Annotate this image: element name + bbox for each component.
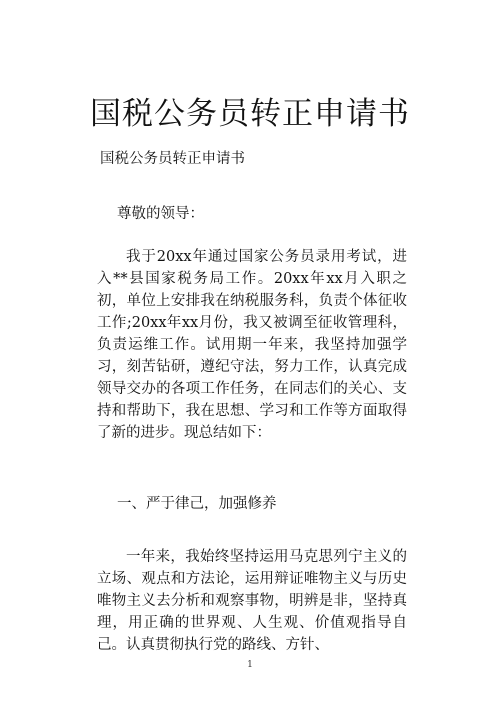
- paragraph-section-1: 一年来，我始终坚持运用马克思列宁主义的立场、观点和方法论，运用辩证唯物主义与历史唯物主义去分析和观察事物，明辨是非，坚持真理，用正确的世界观、人生观、价值观指导自己。认真贯彻执行党的路线、方针、: [97, 549, 407, 653]
- document-subtitle: 国税公务员转正申请书: [100, 151, 245, 167]
- document-title: 国税公务员转正申请书: [90, 96, 410, 132]
- section-heading: 一、严于律己，加强修养: [117, 496, 277, 512]
- paragraph-intro: 我于20xx年通过国家公务员录用考试，进入**县国家税务局工作。20xx年xx月入职之初，单位上安排我在纳税服务科，负责个体征收工作;20xx年xx月份，我又被调至征收管理科，负责运维工作。试用期一年来，我坚持加强学习，刻苦钻研，遵纪守法，努力工作，认真完成领导交办的各项工作任务，在同志们的关心、支持和帮助下，我在思想、学习和工作等方面取得了新的进步。现总结如下：: [97, 249, 407, 441]
- page-number: 1: [247, 660, 253, 670]
- salutation: 尊敬的领导：: [117, 206, 204, 222]
